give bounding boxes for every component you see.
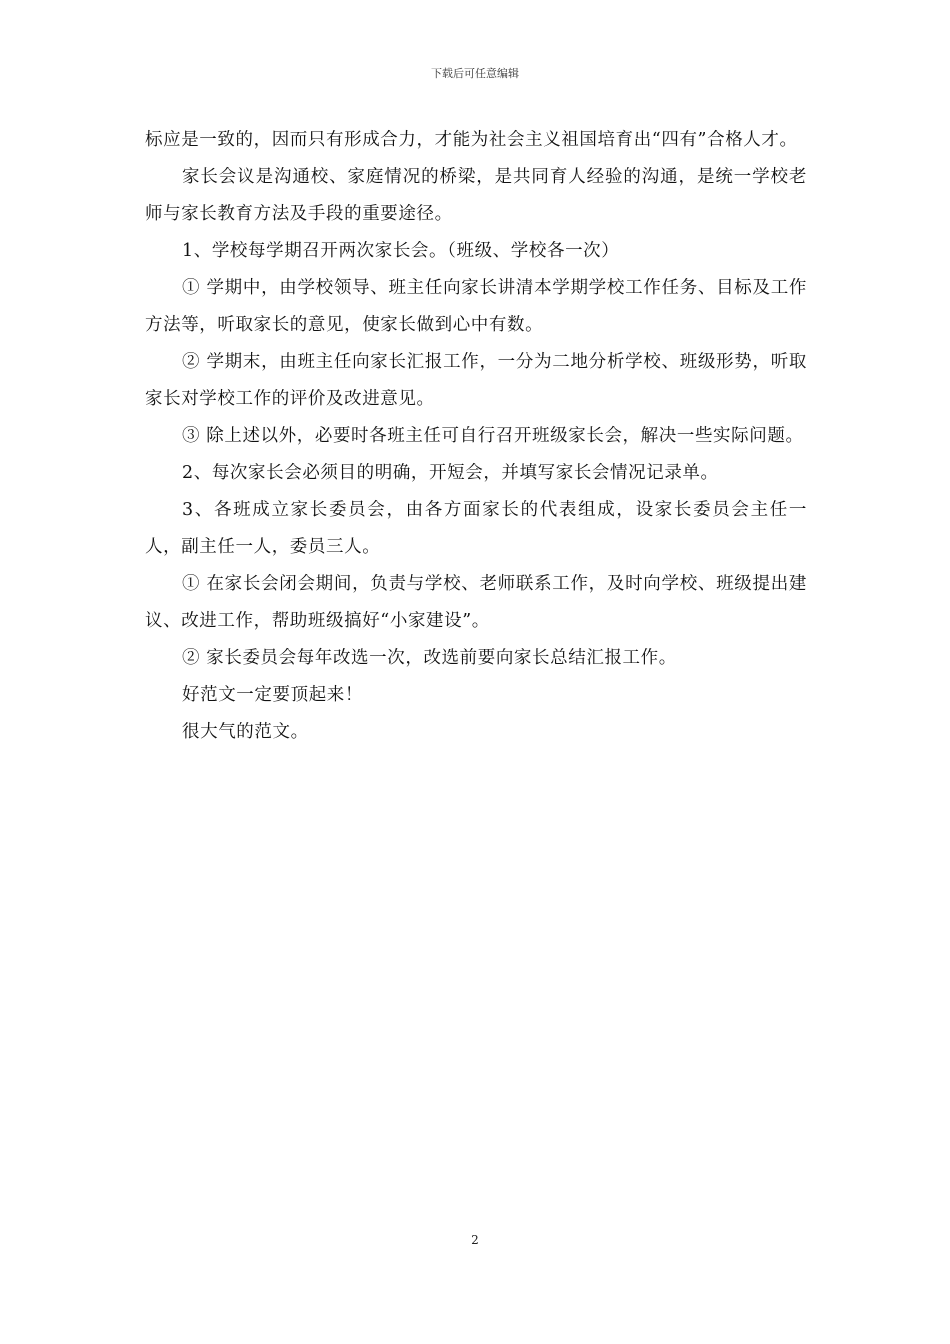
- document-body: [145, 122, 807, 751]
- paragraph-6: ③ 除上述以外，必要时各班主任可自行召开班级家长会，解决一些实际问题。: [182, 426, 804, 446]
- paragraph-4: ① 学期中，由学校领导、班主任向家长讲清本学期学校工作任务、目标及工作方法等，听取家长的意见，使家长做到心中有数。: [145, 278, 807, 335]
- paragraph-5: ② 学期末，由班主任向家长汇报工作，一分为二地分析学校、班级形势，听取家长对学校工作的评价及改进意见。: [145, 352, 807, 409]
- paragraph-8: 3、各班成立家长委员会，由各方面家长的代表组成，设家长委员会主任一人，副主任一人，委员三人。: [145, 500, 807, 557]
- paragraph-7: 2、每次家长会必须目的明确，开短会，并填写家长会情况记录单。: [182, 463, 719, 483]
- paragraph-12: 很大气的范文。: [182, 722, 309, 742]
- paragraph-3: 1、学校每学期召开两次家长会。（班级、学校各一次）: [182, 241, 620, 261]
- page-header-note: 下载后可任意编辑: [431, 67, 519, 80]
- paragraph-2: 家长会议是沟通校、家庭情况的桥梁，是共同育人经验的沟通，是统一学校老师与家长教育方法及手段的重要途径。: [145, 167, 807, 224]
- page-number: 2: [471, 1233, 479, 1247]
- paragraph-11: 好范文一定要顶起来！: [182, 685, 363, 705]
- paragraph-1: 标应是一致的，因而只有形成合力，才能为社会主义祖国培育出“四有”合格人才。: [145, 130, 798, 150]
- paragraph-10: ② 家长委员会每年改选一次，改选前要向家长总结汇报工作。: [182, 648, 677, 668]
- paragraph-9: ① 在家长会闭会期间，负责与学校、老师联系工作，及时向学校、班级提出建议、改进工作，帮助班级搞好“小家建设”。: [145, 574, 807, 631]
